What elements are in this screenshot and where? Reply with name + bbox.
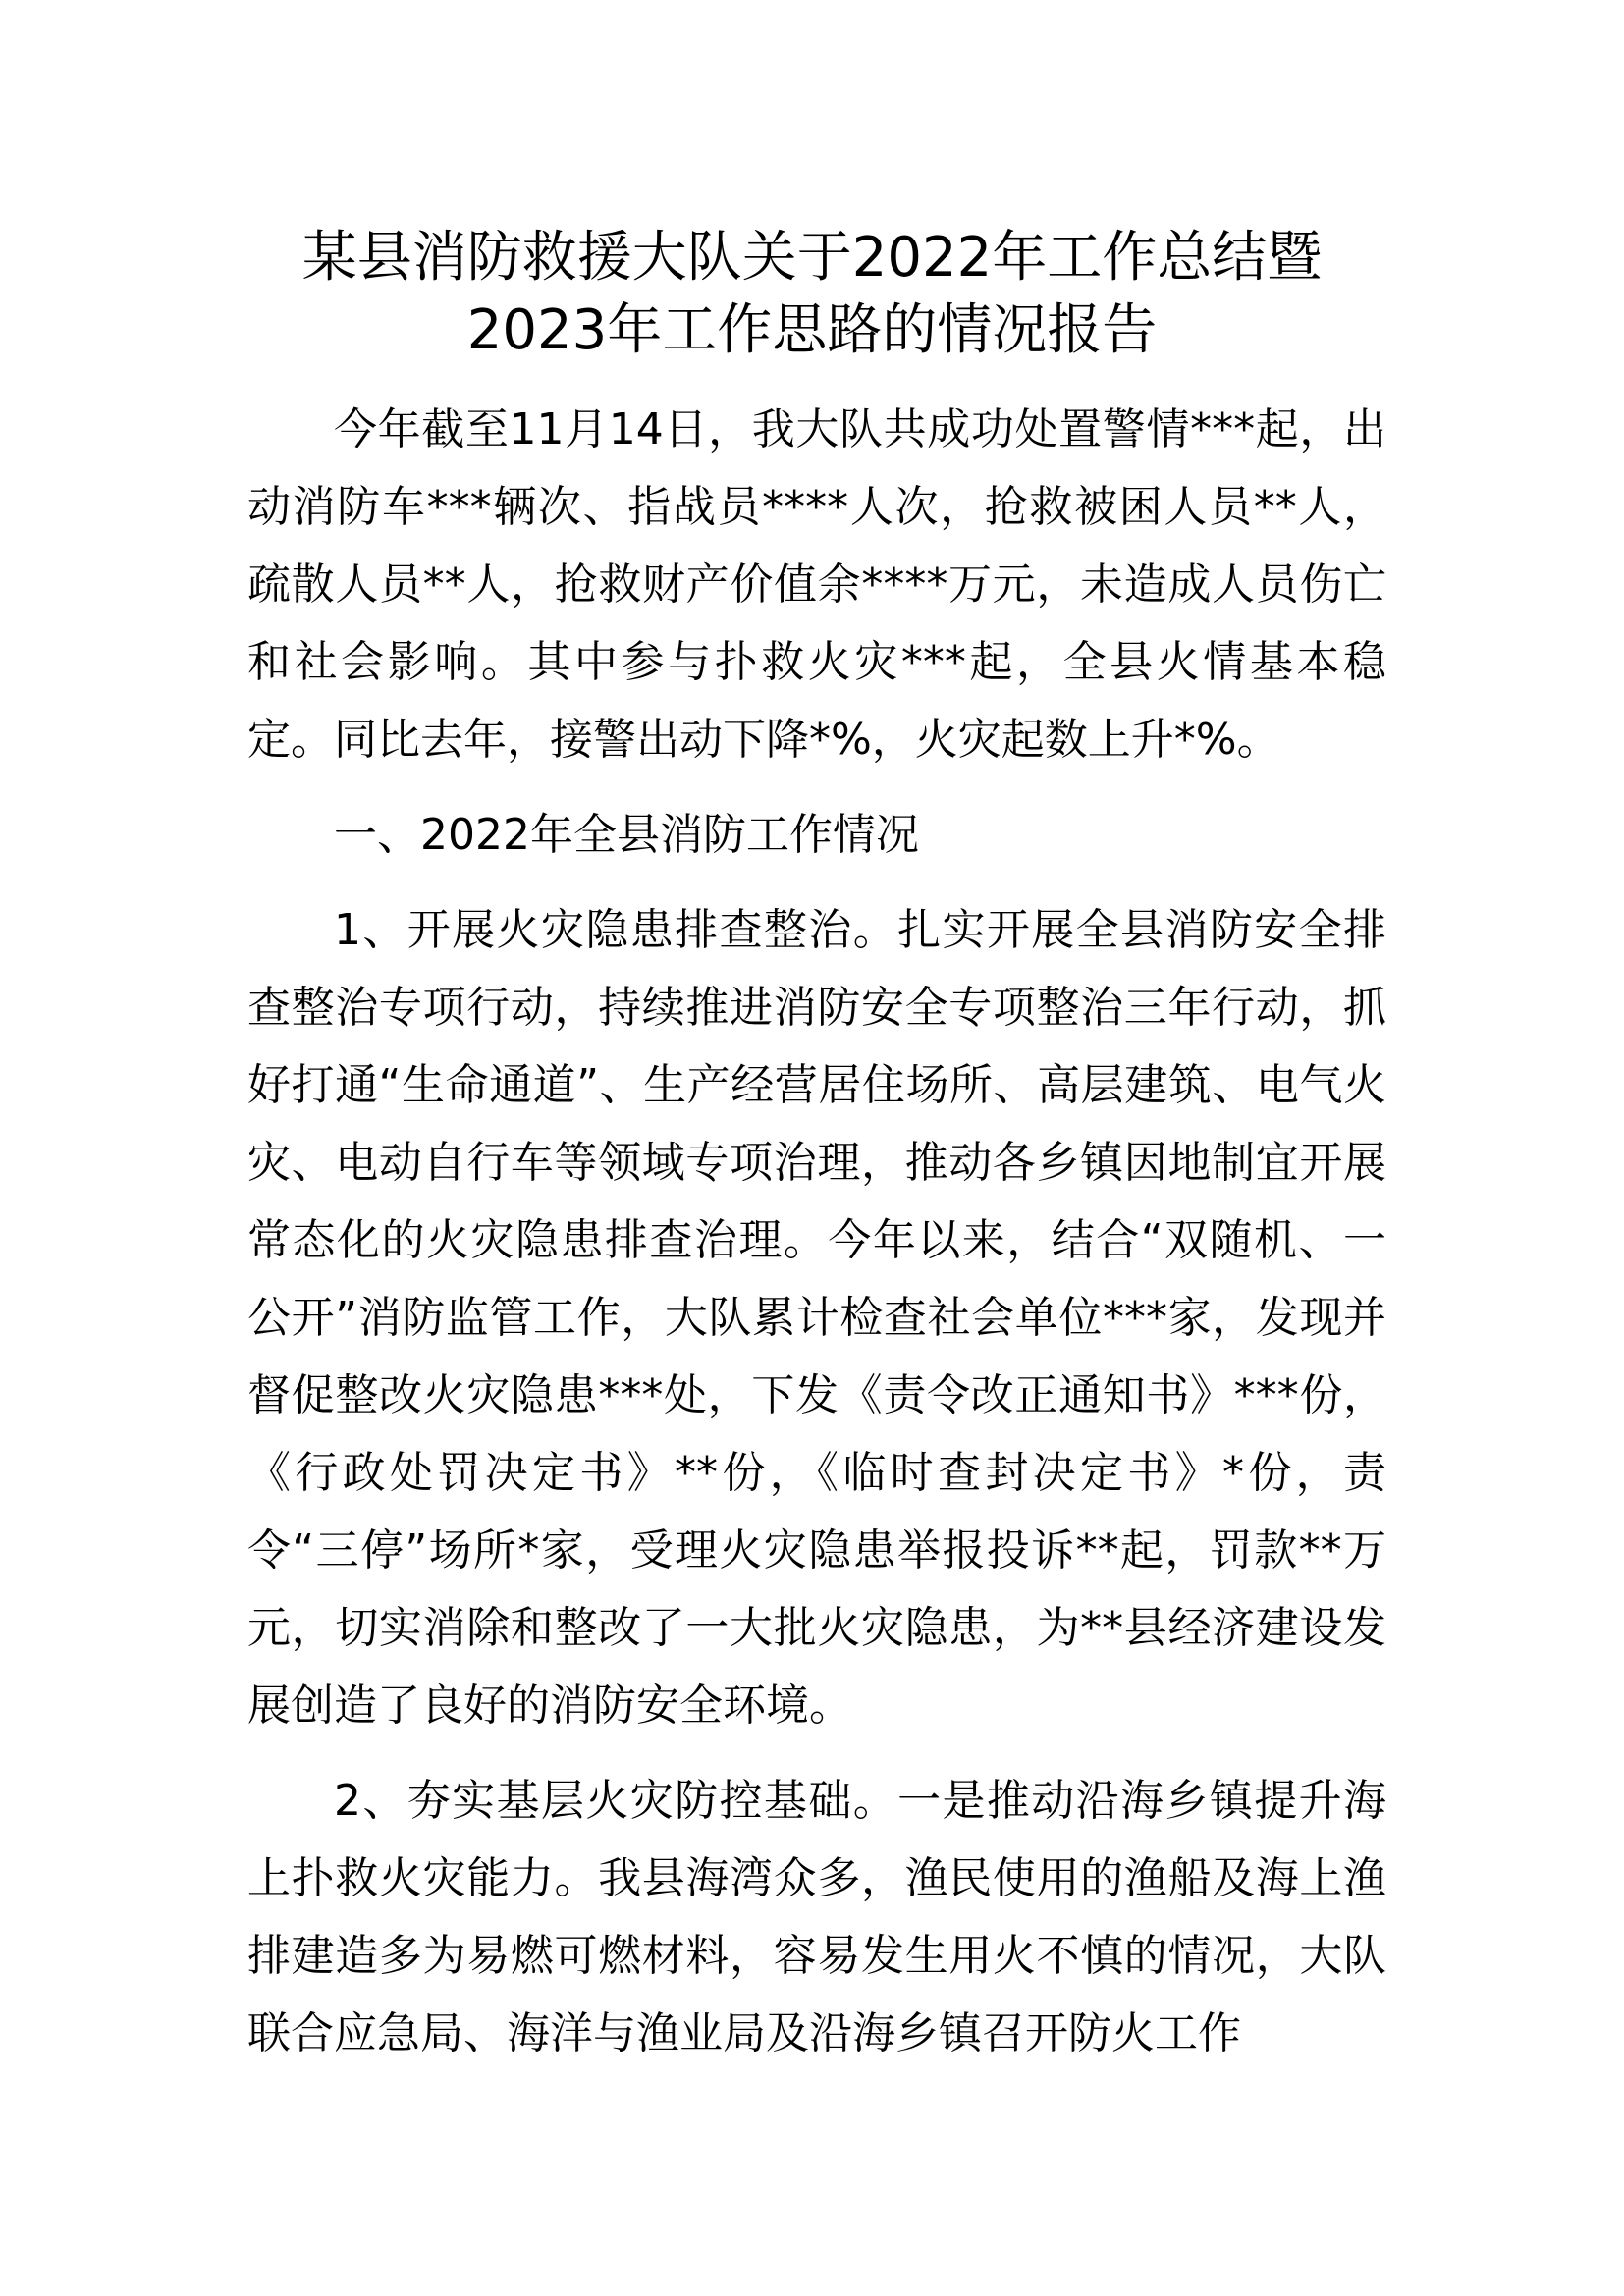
section-heading-1: 一、2022年全县消防工作情况 (334, 810, 919, 860)
document-title-line-1: 某县消防救援大队关于2022年工作总结暨 (301, 226, 1323, 290)
paragraph-hazard-inspection: 1、开展火灾隐患排查整治。扎实开展全县消防安全排查整治专项行动，持续推进消防安全专项整治三年行动，抓好打通“生命通道”、生产经营居住场所、高层建筑、电气火灾、电动自行车等领域专项治理，推动各乡镇因地制宜开展常态化的火灾隐患排查治理。今年以来，结合“双随机、一公开”消防监管工作，大队累计检查社会单位***家，发现并督促整改火灾隐患***处，下发《责令改正通知书》***份，《行政处罚决定书》**份，《临时查封决定书》*份，责令“三停”场所*家，受理火灾隐患举报投诉**起，罚款**万元，切实消除和整改了一大批火灾隐患，为**县经济建设发展创造了良好的消防安全环境。 (247, 905, 1386, 1731)
paragraph-grassroots-prevention: 2、夯实基层火灾防控基础。一是推动沿海乡镇提升海上扑救火灾能力。我县海湾众多，渔民使用的渔船及海上渔排建造多为易燃可燃材料，容易发生用火不慎的情况，大队联合应急局、海洋与渔业局及沿海乡镇召开防火工作 (247, 1776, 1386, 2058)
paragraph-summary: 今年截至11月14日，我大队共成功处置警情***起，出动消防车***辆次、指战员****人次，抢救被困人员**人，疏散人员**人，抢救财产价值余****万元，未造成人员伤亡和社会影响。其中参与扑救火灾***起，全县火情基本稳定。同比去年，接警出动下降*%，火灾起数上升*%。 (247, 404, 1386, 765)
document-title-line-2: 2023年工作思路的情况报告 (466, 298, 1158, 362)
document-body (247, 391, 1386, 2072)
